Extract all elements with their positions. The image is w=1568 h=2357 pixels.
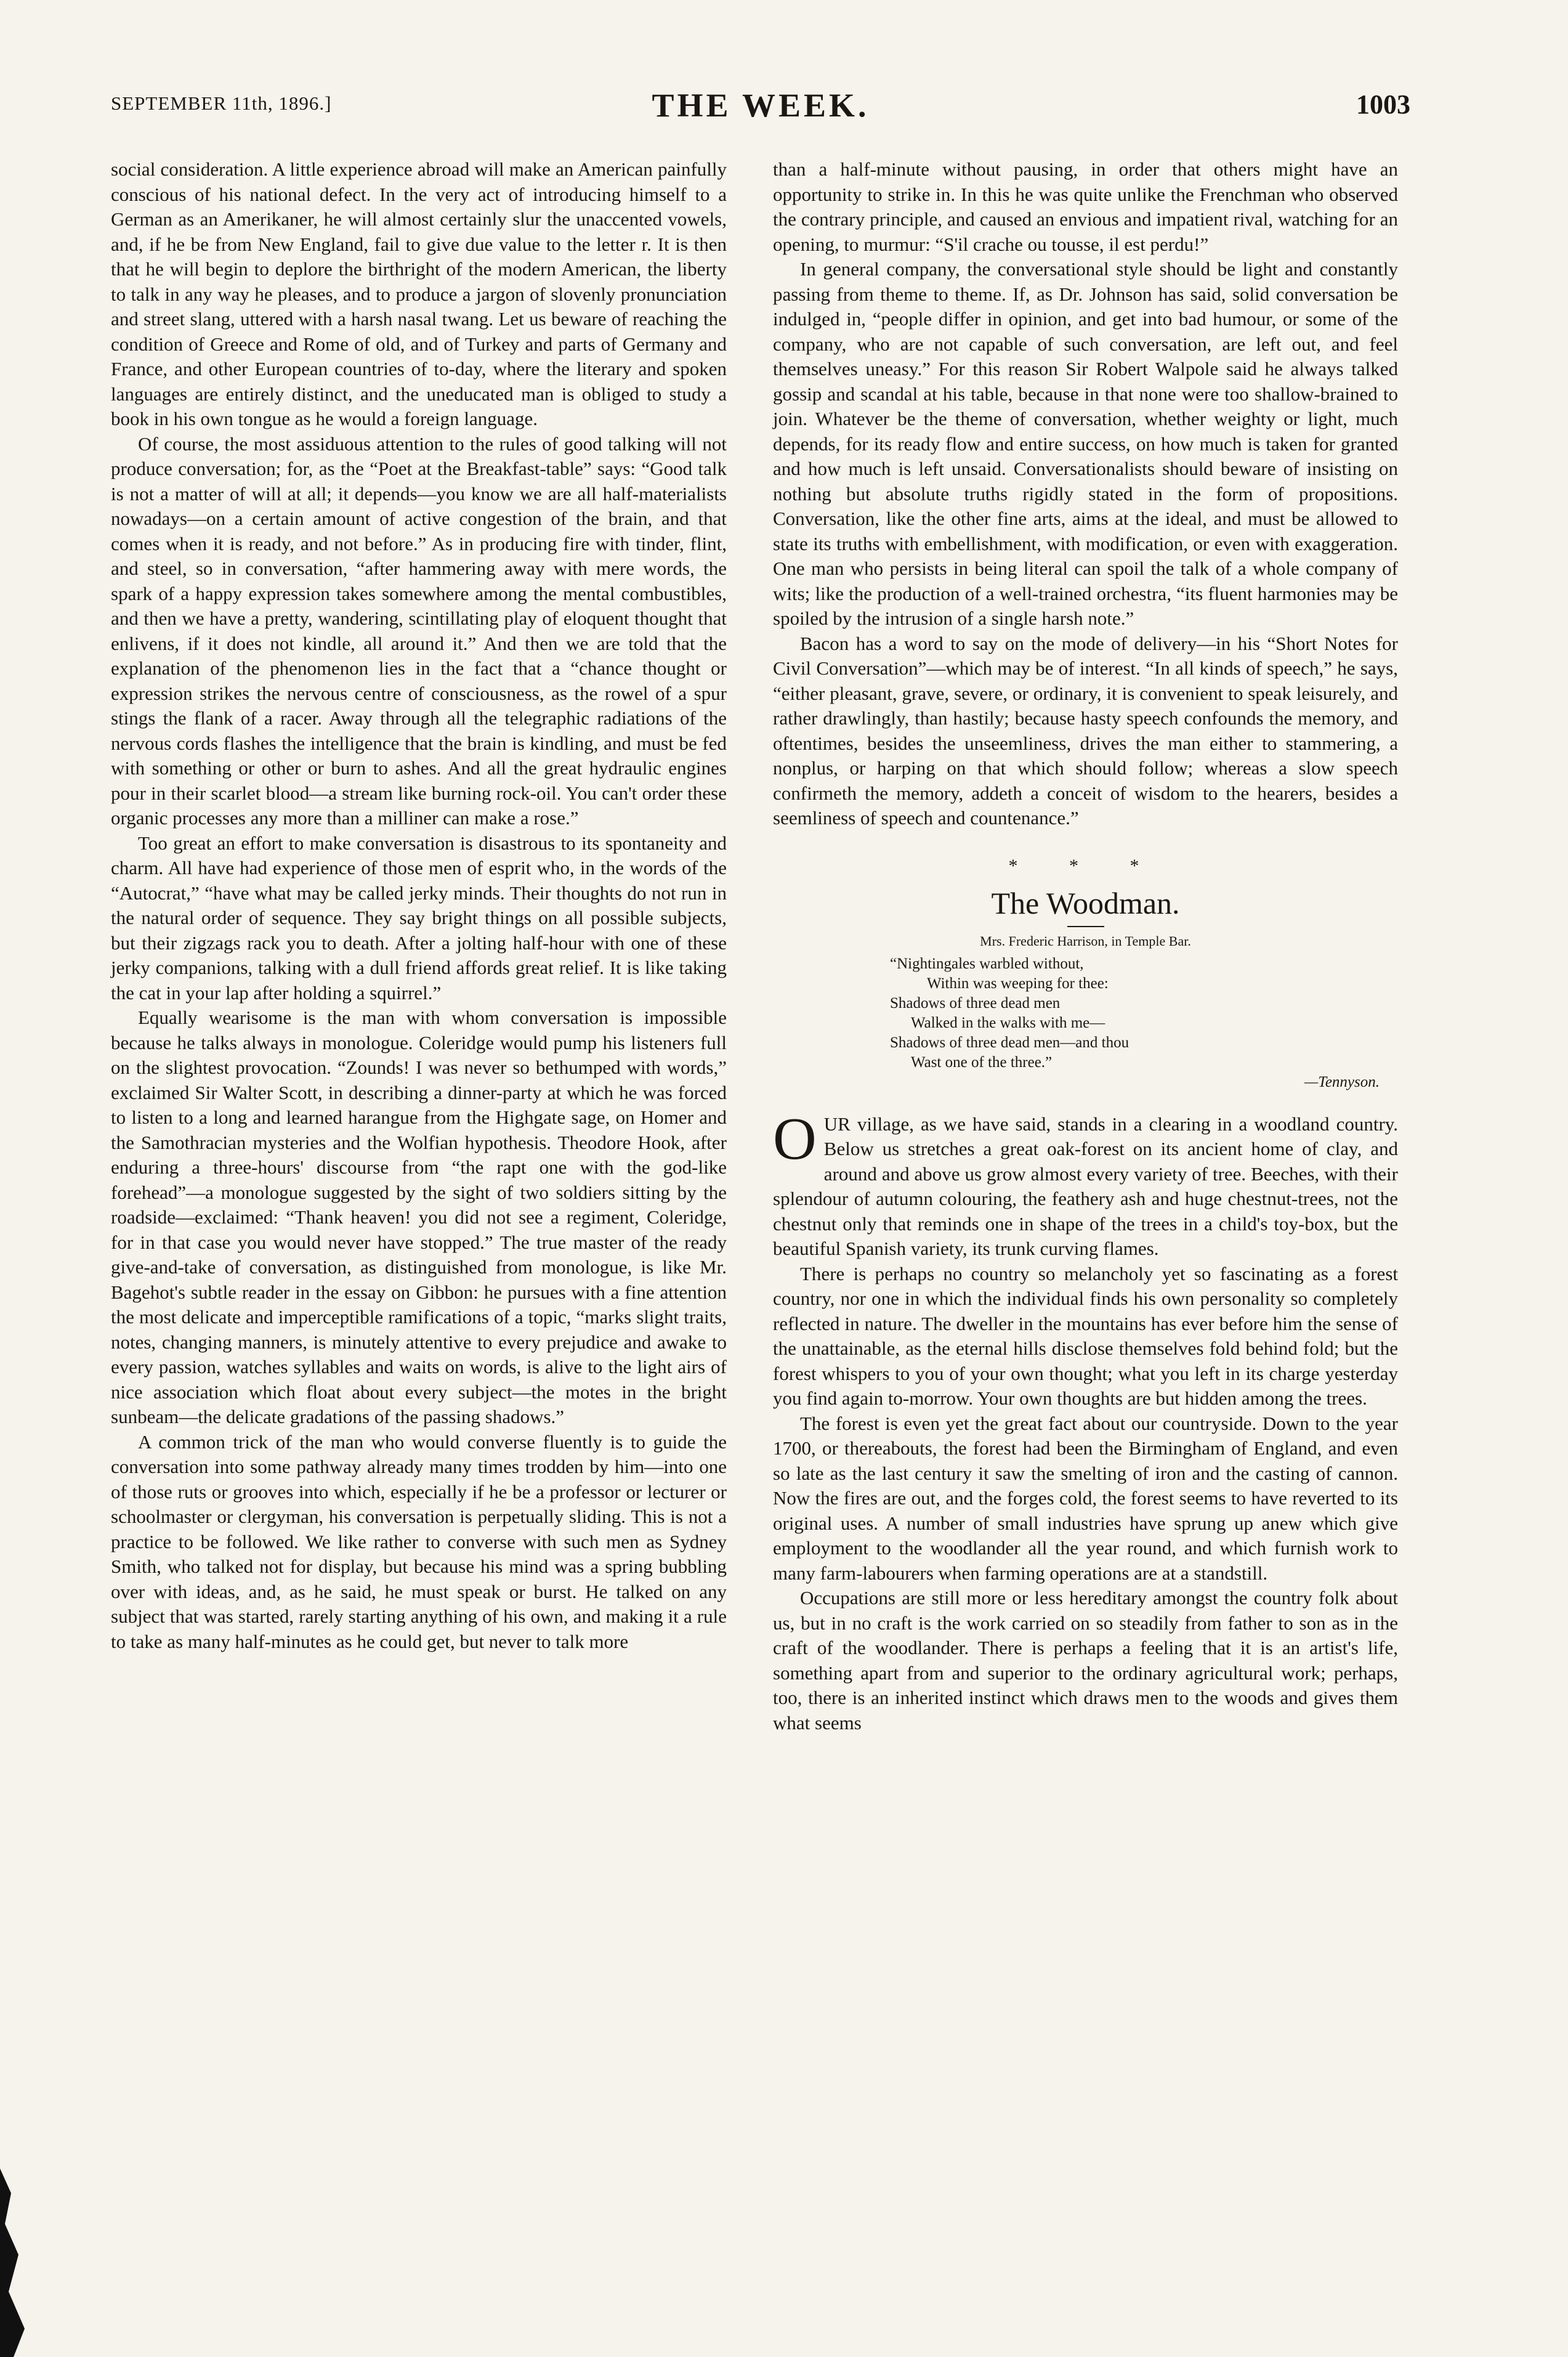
first-paragraph-text: UR village, as we have said, stands in a clearing in a woodland country. Below us stretches a great oak-forest on its ancient home of clay, and around and above us grow almost every variety of tree. Beeches, with their splendour of autumn colouring, the feathery ash and huge chestnut-trees, not the chestnut only that reminds one in shape of the trees in a child's toy-box, but the beautiful Spanish variety, its trunk curving flames. xyxy=(773,1113,1398,1259)
paragraph: Equally wearisome is the man with whom conversation is impossible because he talks always in monologue. Coleridge would pump his listeners full on the slightest provocation. “Zounds! I was never so bethumped with words,” exclaimed Sir Walter Scott, in describing a dinner-party at which he was forced to listen to a long and learned harangue from the Highgate sage, on Homer and the Samothracian mysteries and the Wolfian hypothesis. Theodore Hook, after enduring a three-hours' discourse from “the rapt one with the god-like forehead”—a monologue suggested by the sight of two soldiers sitting by the roadside—exclaimed: “Thank heaven! you did not see a regiment, Coleridge, for in that case you would never have stopped.” The true master of the ready give-and-take of conversation, as distinguished from monologue, is like Mr. Bagehot's subtle reader in the essay on Gibbon: he pursues with a fine attention the most delicate and imperceptible ramifications of a topic, “marks slight traits, notes, changing manners, is minutely attentive to every prejudice and awake to every passion, watches syllables and waits on words, is alive to the light airs of nice association which float about every subject—the motes in the bright sunbeam—the delicate gradations of the passing shadows.” xyxy=(111,1007,727,1427)
paragraph: The forest is even yet the great fact about our countryside. Down to the year 1700, or thereabouts, the forest had been the Birmingham of England, and even so late as the last century it saw the smelting of iron and the casting of cannon. Now the fires are out, and the forges cold, the forest seems to have reverted to its original uses. A number of small industries have sprung up anew which give employment to the woodlander all the year round, and which furnish work to many farm-labourers when farming operations are at a standstill. xyxy=(773,1412,1398,1584)
epigraph-line: “Nightingales warbled without, xyxy=(890,955,1084,972)
right-column xyxy=(773,157,1398,1735)
paragraph: social consideration. A little experience abroad will make an American painfully conscious of his national defect. In the very act of introducing himself to a German as an Amerikaner, he will almost certainly slur the unaccented vowels, and, if he be from New England, fail to give due value to the letter r. It is then that he will begin to deplore the birthright of the modern American, the liberty to talk in any way he pleases, and to produce a jargon of slovenly pronunciation and street slang, uttered with a harsh nasal twang. Let us beware of reaching the condition of Greece and Rome of old, and of Turkey and parts of Germany and France, and other European countries of to-day, where the literary and spoken languages are entirely distinct, and the uneducated man is obliged to study a book in his own tongue as he would a foreign language. xyxy=(111,158,727,429)
epigraph-line: Wast one of the three.” xyxy=(911,1053,1053,1071)
article-title: The Woodman. xyxy=(991,885,1180,920)
article-credit: Mrs. Frederic Harrison, in Temple Bar. xyxy=(980,933,1191,949)
epigraph-line: Within was weeping for thee: xyxy=(927,975,1109,992)
paragraph: There is perhaps no country so melancholy yet so fascinating as a forest country, nor one in which the individual finds his own personality so completely reflected in nature. The dweller in the mountains has ever before him the sense of the unattainable, as the eternal hills disclose themselves fold behind fold; but the forest whispers to you of your own thought; what you left in its charge yesterday you find again to-morrow. Your own thoughts are but hidden among the trees. xyxy=(773,1262,1398,1409)
paragraph: Too great an effort to make conversation is disastrous to its spontaneity and charm. All have had experience of those men of esprit who, in the words of the “Autocrat,” “have what may be called jerky minds. Their thoughts do not run in the natural order of sequence. They say bright things on all possible subjects, but their zigzags rack you to death. After a jolting half-hour with one of these jerky companions, talking with a dull friend affords great relief. It is like taking the cat in your lap after holding a squirrel.” xyxy=(111,832,727,1004)
epigraph-line: Shadows of three dead men xyxy=(890,994,1061,1012)
paragraph: Of course, the most assiduous attention to the rules of good talking will not produce conversation; for, as the “Poet at the Breakfast-table” says: “Good talk is not a matter of will at all; it depends—you know we are all half-materialists nowadays—on a certain amount of active congestion of the brain, and that comes when it is ready, and not before.” As in producing fire with tinder, flint, and steel, so in conversation, “after hammering away with mere words, the spark of a happy expression takes somewhere among the mental combustibles, and then we have a pretty, wandering, scintillating play of eloquent thought that enlivens, if it does not kindle, all around it.” And then we are told that the explanation of the phenomenon lies in the fact that a “chance thought or expression strikes the nervous centre of consciousness, as the rowel of a spur stings the flank of a racer. Away through all the telegraphic radiations of the nervous cords flashes the intelligence that the brain is kindling, and must be fed with something or other or burn to ashes. And all the great hydraulic engines pour in their scarlet blood—a stream like burning rock-oil. You can't order these organic processes any more than a milliner can make a rose.” xyxy=(111,432,727,829)
title-rule xyxy=(1067,926,1104,927)
page-number: 1003 xyxy=(1356,89,1410,120)
paragraph xyxy=(773,1105,1398,1262)
epigraph-attribution: —Tennyson. xyxy=(1304,1073,1380,1090)
binding-edge-shadow xyxy=(0,2168,37,2357)
drop-cap: O xyxy=(773,1105,817,1172)
paragraph: Occupations are still more or less hereditary amongst the country folk about us, but in no craft is the work carried on so steadily from father to son as in the craft of the woodlander. There is perhaps a feeling that it is an artist's life, something apart from and superior to the ordinary agricultural work; perhaps, too, there is an inherited instinct which draws men to the woods and gives them what seems xyxy=(773,1587,1398,1734)
issue-date: SEPTEMBER 11th, 1896.] xyxy=(111,92,332,114)
epigraph-line: Shadows of three dead men—and thou xyxy=(890,1034,1130,1051)
left-column xyxy=(111,157,727,1654)
section-separator: * * * xyxy=(1008,855,1163,876)
paragraph: In general company, the conversational style should be light and constantly passing from theme to theme. If, as Dr. Johnson has said, solid conversation be indulged in, “people differ in opinion, and get into bad humour, or some of the company, who are not capable of such conversation, are left out, and feel themselves uneasy.” For this reason Sir Robert Walpole said he always talked gossip and scandal at his table, because in that none were too shallow-brained to join. Whatever be the theme of conversation, whether weighty or light, much depends, for its ready flow and entire success, on how much is taken for granted and how much is left unsaid. Conversationalists should beware of insisting on nothing but absolute truths rigidly stated in the form of propositions. Conversation, like the other fine arts, aims at the ideal, and must be allowed to state its truths with embellishment, with modification, or even with exaggeration. One man who persists in being literal can spoil the talk of a whole company of wits; like the production of a well-trained orchestra, “its fluent harmonies may be spoiled by the intrusion of a single harsh note.” xyxy=(773,258,1398,629)
epigraph-line: Walked in the walks with me— xyxy=(911,1014,1105,1031)
paragraph: Bacon has a word to say on the mode of delivery—in his “Short Notes for Civil Conversation”—which may be of interest. “In all kinds of speech,” he says, “either pleasant, grave, severe, or ordinary, it is convenient to speak leisurely, and rather drawlingly, than hastily; because hasty speech confounds the memory, and oftentimes, besides the unseemliness, drives the man either to stammering, a nonplus, or harping on that which should follow; whereas a slow speech confirmeth the memory, addeth a conceit of wisdom to the hearers, besides a seemliness of speech and countenance.” xyxy=(773,632,1398,829)
masthead: THE WEEK. xyxy=(652,87,870,124)
epigraph xyxy=(890,954,1398,1073)
article-woodman xyxy=(773,885,1398,1736)
paragraph: than a half-minute without pausing, in order that others might have an opportunity to strike in. In this he was quite unlike the Frenchman who observed the contrary principle, and caused an envious and impatient rival, watching for an opening, to murmur: “S'il crache ou tousse, il est perdu!” xyxy=(773,158,1398,255)
paragraph: A common trick of the man who would converse fluently is to guide the conversation into some pathway already many times trodden by him—into one of those ruts or grooves into which, especially if he be a professor or lecturer or schoolmaster or clergyman, his conversation is perpetually sliding. This is not a practice to be followed. We like rather to converse with such men as Sydney Smith, who talked not for display, but because his mind was a spring bubbling over with ideas, and, as he said, he must speak or burst. He talked on any subject that was started, rarely starting anything of his own, and making it a rule to take as many half-minutes as he could get, but never to talk more xyxy=(111,1430,727,1652)
page-header xyxy=(111,86,1410,136)
